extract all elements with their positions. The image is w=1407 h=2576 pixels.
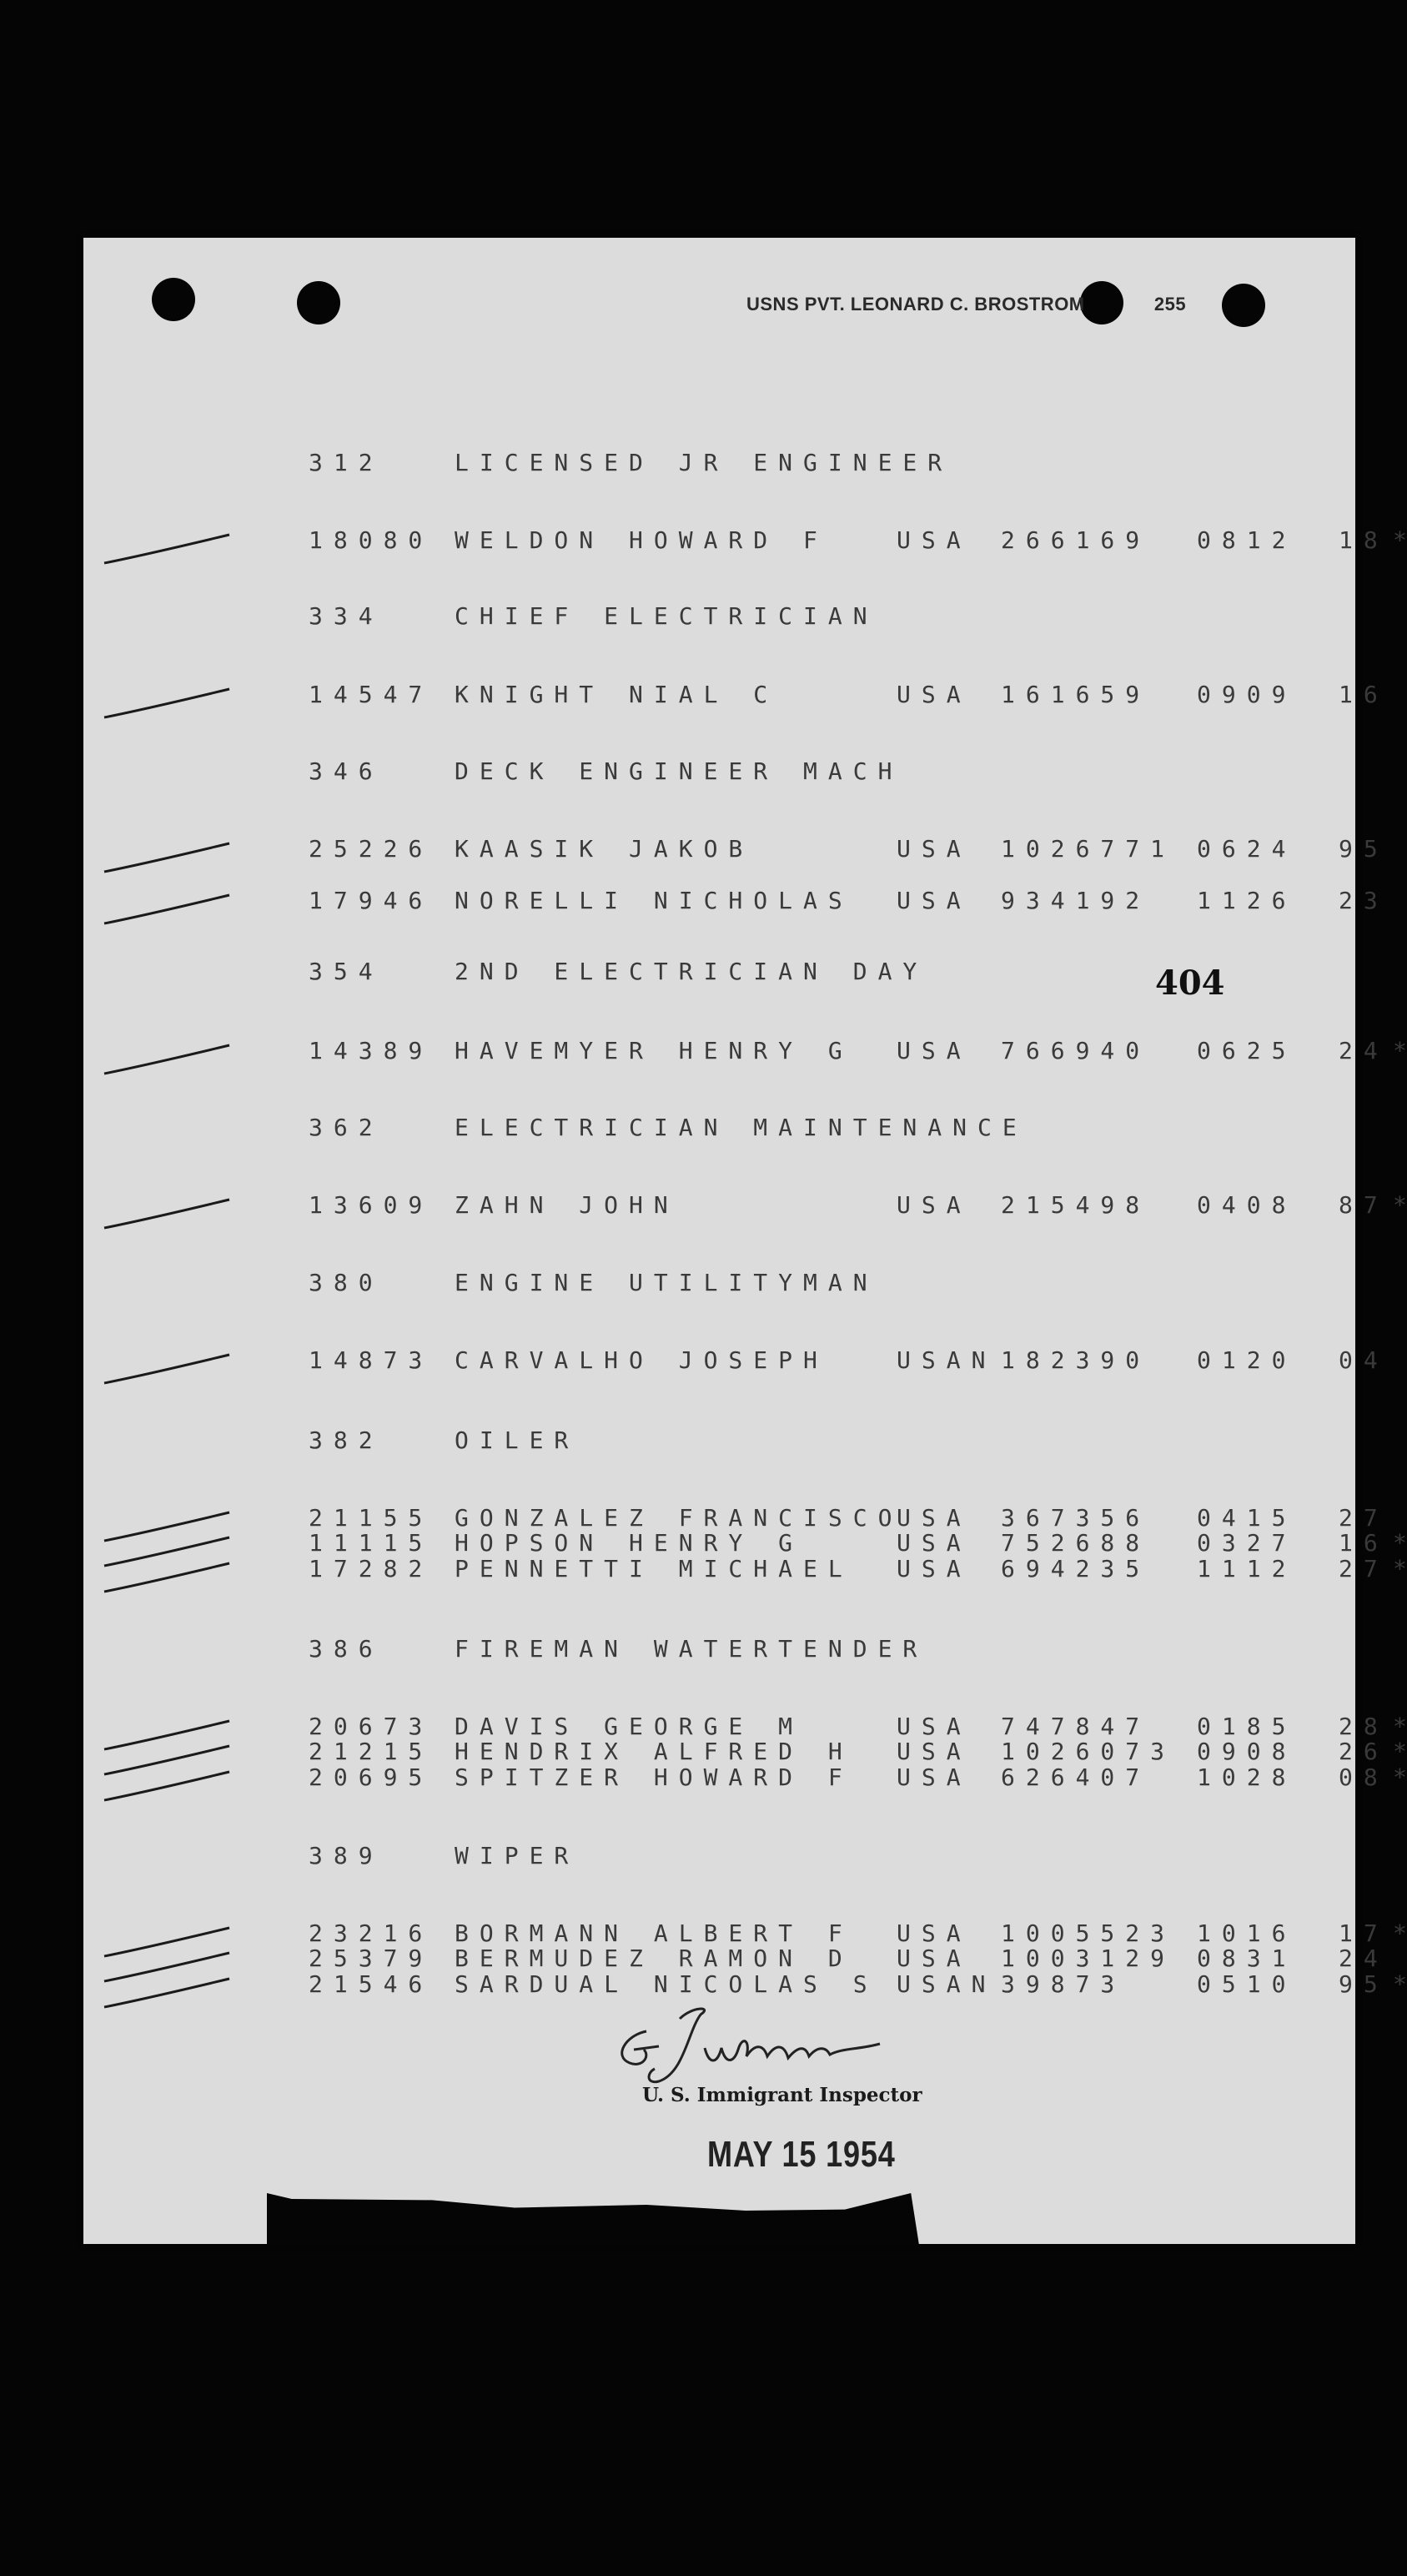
crew-date: 0408 — [1197, 1191, 1297, 1219]
crew-id: 266169 — [1001, 526, 1151, 554]
crew-date: 0831 — [1197, 1945, 1297, 1972]
crew-nationality: USA — [897, 681, 972, 708]
crew-id: 39873 — [1001, 1970, 1126, 1998]
crew-id: 161659 — [1001, 681, 1151, 708]
crew-age: 08 — [1339, 1763, 1389, 1791]
crew-mark: * — [1393, 1919, 1407, 1947]
crew-name: SARDUAL NICOLAS S — [455, 1970, 878, 1998]
crew-date: 0909 — [1197, 681, 1297, 708]
crew-date: 1112 — [1197, 1555, 1297, 1582]
crew-nationality: USAN — [897, 1346, 997, 1374]
crew-age: 16 — [1339, 681, 1389, 708]
crew-id: 215498 — [1001, 1191, 1151, 1219]
crew-nationality: USA — [897, 887, 972, 914]
page-stamp: 404 — [1155, 963, 1225, 1003]
crew-nationality: USA — [897, 1713, 972, 1740]
crew-date: 0812 — [1197, 526, 1297, 554]
crew-name: GONZALEZ FRANCISCO — [455, 1504, 903, 1532]
crew-name: HOPSON HENRY G — [455, 1529, 804, 1557]
crew-id: 1003129 — [1001, 1945, 1176, 1972]
crew-number: 21215 — [309, 1738, 434, 1765]
crew-age: 24 — [1339, 1037, 1389, 1064]
crew-age: 27 — [1339, 1555, 1389, 1582]
crew-age: 16 — [1339, 1529, 1389, 1557]
crew-number: 17282 — [309, 1555, 434, 1582]
crew-name: KAASIK JAKOB — [455, 835, 754, 863]
crew-nationality: USA — [897, 1504, 972, 1532]
crew-date: 0908 — [1197, 1738, 1297, 1765]
crew-id: 766940 — [1001, 1037, 1151, 1064]
crew-date: 1126 — [1197, 887, 1297, 914]
crew-id: 1026771 — [1001, 835, 1176, 863]
crew-nationality: USA — [897, 1191, 972, 1219]
crew-age: 26 — [1339, 1738, 1389, 1765]
section-title: WIPER — [455, 1842, 580, 1869]
crew-number: 21155 — [309, 1504, 434, 1532]
crew-date: 1028 — [1197, 1763, 1297, 1791]
crew-nationality: USA — [897, 1037, 972, 1064]
crew-date: 0120 — [1197, 1346, 1297, 1374]
punch-hole — [152, 278, 195, 321]
crew-id: 694235 — [1001, 1555, 1151, 1582]
crew-mark: * — [1393, 1713, 1407, 1740]
crew-nationality: USA — [897, 1945, 972, 1972]
section-code: 334 — [309, 602, 384, 630]
section-code: 380 — [309, 1269, 384, 1296]
page-number: 255 — [1153, 294, 1187, 314]
crew-name: HENDRIX ALFRED H — [455, 1738, 853, 1765]
crew-name: CARVALHO JOSEPH — [455, 1346, 828, 1374]
crew-date: 0624 — [1197, 835, 1297, 863]
crew-nationality: USA — [897, 1529, 972, 1557]
section-title: ELECTRICIAN MAINTENANCE — [455, 1114, 1028, 1141]
crew-name: HAVEMYER HENRY G — [455, 1037, 853, 1064]
crew-date: 0327 — [1197, 1529, 1297, 1557]
crew-nationality: USA — [897, 1763, 972, 1791]
crew-mark: * — [1393, 1763, 1407, 1791]
section-title: ENGINE UTILITYMAN — [455, 1269, 878, 1296]
crew-name: BERMUDEZ RAMON D — [455, 1945, 853, 1972]
section-code: 312 — [309, 449, 384, 476]
section-title: 2ND ELECTRICIAN DAY — [455, 958, 928, 985]
section-title: OILER — [455, 1426, 580, 1454]
crew-number: 17946 — [309, 887, 434, 914]
crew-id: 1026073 — [1001, 1738, 1176, 1765]
crew-mark: * — [1393, 1191, 1407, 1219]
crew-mark: * — [1393, 1970, 1407, 1998]
crew-number: 25226 — [309, 835, 434, 863]
section-code: 346 — [309, 757, 384, 785]
crew-nationality: USA — [897, 1555, 972, 1582]
crew-nationality: USA — [897, 1919, 972, 1947]
crew-mark: * — [1393, 1738, 1407, 1765]
crew-id: 1005523 — [1001, 1919, 1176, 1947]
crew-number: 20673 — [309, 1713, 434, 1740]
crew-date: 1016 — [1197, 1919, 1297, 1947]
section-title: CHIEF ELECTRICIAN — [455, 602, 878, 630]
section-code: 389 — [309, 1842, 384, 1869]
crew-nationality: USA — [897, 526, 972, 554]
crew-date: 0510 — [1197, 1970, 1297, 1998]
crew-mark: * — [1393, 1555, 1407, 1582]
crew-name: PENNETTI MICHAEL — [455, 1555, 853, 1582]
crew-id: 182390 — [1001, 1346, 1151, 1374]
punch-hole — [297, 281, 340, 325]
crew-number: 18080 — [309, 526, 434, 554]
crew-age: 24 — [1339, 1945, 1389, 1972]
crew-name: DAVIS GEORGE M — [455, 1713, 804, 1740]
crew-name: SPITZER HOWARD F — [455, 1763, 853, 1791]
crew-id: 934192 — [1001, 887, 1151, 914]
crew-age: 23 — [1339, 887, 1389, 914]
crew-name: ZAHN JOHN — [455, 1191, 679, 1219]
section-title: LICENSED JR ENGINEER — [455, 449, 953, 476]
section-code: 362 — [309, 1114, 384, 1141]
crew-age: 95 — [1339, 835, 1389, 863]
crew-mark: * — [1393, 1037, 1407, 1064]
crew-age: 95 — [1339, 1970, 1389, 1998]
crew-age: 28 — [1339, 1713, 1389, 1740]
crew-age: 87 — [1339, 1191, 1389, 1219]
crew-number: 21546 — [309, 1970, 434, 1998]
crew-date: 0625 — [1197, 1037, 1297, 1064]
section-code: 386 — [309, 1635, 384, 1663]
inspector-title: U. S. Immigrant Inspector — [642, 2084, 922, 2106]
crew-age: 04 — [1339, 1346, 1389, 1374]
crew-number: 14547 — [309, 681, 434, 708]
crew-nationality: USAN — [897, 1970, 997, 1998]
crew-name: KNIGHT NIAL C — [455, 681, 779, 708]
page-header — [746, 294, 1186, 315]
crew-name: NORELLI NICHOLAS — [455, 887, 853, 914]
crew-number: 13609 — [309, 1191, 434, 1219]
crew-id: 367356 — [1001, 1504, 1151, 1532]
crew-number: 11115 — [309, 1529, 434, 1557]
vessel-name: USNS PVT. LEONARD C. BROSTROM — [746, 294, 1085, 314]
crew-number: 14389 — [309, 1037, 434, 1064]
crew-number: 23216 — [309, 1919, 434, 1947]
inspector-signature — [600, 1998, 934, 2090]
crew-number: 25379 — [309, 1945, 434, 1972]
crew-nationality: USA — [897, 1738, 972, 1765]
crew-date: 0415 — [1197, 1504, 1297, 1532]
section-title: FIREMAN WATERTENDER — [455, 1635, 928, 1663]
punch-hole — [1222, 284, 1265, 327]
section-code: 382 — [309, 1426, 384, 1454]
crew-number: 20695 — [309, 1763, 434, 1791]
crew-name: BORMANN ALBERT F — [455, 1919, 853, 1947]
crew-id: 747847 — [1001, 1713, 1151, 1740]
crew-id: 752688 — [1001, 1529, 1151, 1557]
crew-mark: * — [1393, 526, 1407, 554]
crew-nationality: USA — [897, 835, 972, 863]
crew-age: 27 — [1339, 1504, 1389, 1532]
crew-id: 626407 — [1001, 1763, 1151, 1791]
torn-edge — [267, 2187, 1093, 2246]
crew-age: 17 — [1339, 1919, 1389, 1947]
date-stamp: MAY 15 1954 — [707, 2134, 896, 2175]
crew-mark: * — [1393, 1529, 1407, 1557]
section-code: 354 — [309, 958, 384, 985]
crew-number: 14873 — [309, 1346, 434, 1374]
section-title: DECK ENGINEER MACH — [455, 757, 903, 785]
crew-date: 0185 — [1197, 1713, 1297, 1740]
crew-age: 18 — [1339, 526, 1389, 554]
crew-name: WELDON HOWARD F — [455, 526, 828, 554]
